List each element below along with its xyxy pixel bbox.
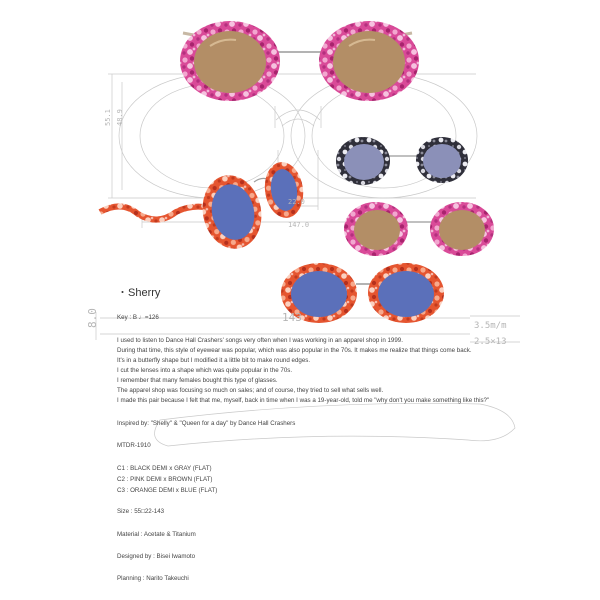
story-line: I used to listen to Dance Hall Crashers' songs very often when I was working in an apparel shop in 1999.	[117, 337, 403, 344]
designer-credit: Designed by : Bisei Iwamoto	[117, 553, 196, 560]
model-number: MTDR-1910	[117, 442, 151, 449]
dimension-bridge: 22.0	[288, 198, 305, 206]
inspired-by: Inspired by: "Shelly" & "Queen for a day" by Dance Hall Crashers	[117, 420, 296, 427]
glasses-pink-brown-small	[344, 202, 494, 256]
dimension-screw: 2.5×13	[474, 337, 507, 347]
size-spec: Size : 55□22-143	[117, 508, 165, 515]
story-line: I made this pair because I felt that me, myself, back in time when I was a 19-year-old, told me "why don't you make something like this?"	[117, 397, 490, 404]
glasses-black-gray	[336, 137, 468, 185]
glasses-orange-blue-angled	[100, 160, 310, 255]
dimension-lens-height-outer: 55.1	[104, 109, 112, 126]
story-line: During that time, this style of eyewear was popular, which was also popular in the 70s. It makes me realize that things come back.	[117, 347, 472, 354]
story-line: I cut the lenses into a shape which was quite popular in the 70s.	[117, 367, 293, 374]
planning-credit: Planning : Narito Takeuchi	[117, 575, 189, 582]
story-line: It's in a butterfly shape but I modified it a little bit to make round edges.	[117, 357, 311, 364]
dimension-width-total: 147.0	[288, 221, 310, 229]
dimension-side-height: 8.0	[86, 308, 99, 328]
story-line: I remember that many females bought this type of glasses.	[117, 377, 278, 384]
product-title: ・Sherry	[117, 287, 161, 299]
dimension-lens-height-inner: 48.9	[116, 109, 124, 126]
dimension-hinge: 3.5m/m	[474, 321, 507, 331]
story-line: The apparel shop was focusing so much on sales; and of course, they tried to sell what sells well.	[117, 387, 384, 394]
color-c2: C2 : PINK DEMI x BROWN (FLAT)	[117, 476, 213, 483]
glasses-orange-blue-front	[281, 263, 444, 323]
dimension-side-length: 143	[282, 311, 302, 324]
color-c1: C1 : BLACK DEMI x GRAY (FLAT)	[117, 465, 212, 472]
color-c3: C3 : ORANGE DEMI x BLUE (FLAT)	[117, 487, 218, 494]
glasses-top-pink-brown	[180, 21, 419, 101]
product-story	[117, 336, 489, 406]
material-spec: Material : Acetate & Titanium	[117, 531, 196, 538]
song-key: Key : B ♩=126	[117, 314, 159, 321]
